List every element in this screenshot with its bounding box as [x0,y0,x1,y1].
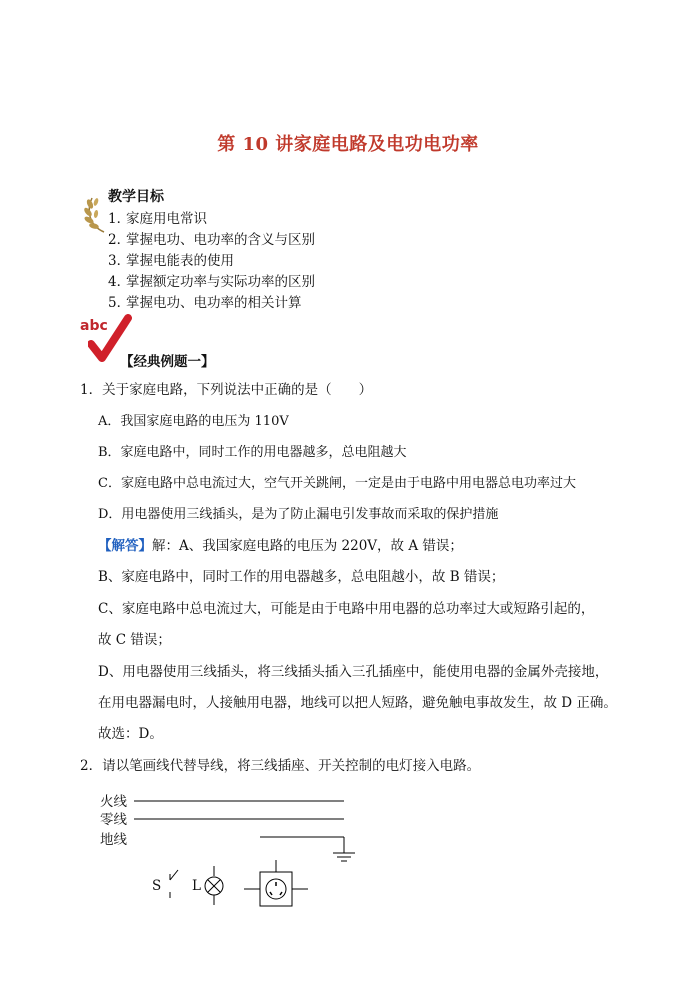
answer-line: D、用电器使用三线插头，将三线插头插入三孔插座中，能使用电器的金属外壳接地， [98,664,609,680]
page-title: 第 10 讲家庭电路及电功电功率 [217,134,479,155]
switch-icon [170,870,178,898]
objective-item: 2．掌握电功、电功率的含义与区别 [108,232,315,248]
socket-icon [244,860,308,906]
answer-line: B、家庭电路中，同时工作的用电器越多，总电阻越小，故 B 错误； [98,569,505,585]
answer-line: 在用电器漏电时，人接触用电器，地线可以把人短路，避免触电事故发生，故 D 正确。 [98,695,617,711]
ground-wire-label: 地线 [100,832,127,848]
question-2-stem: 2．请以笔画线代替导线，将三线插座、开关控制的电灯接入电路。 [80,758,481,774]
objective-item: 5．掌握电功、电功率的相关计算 [108,295,302,311]
switch-label: S [152,878,162,894]
objectives-heading: 教学目标 [108,189,164,205]
live-wire-label: 火线 [100,794,127,810]
answer-line: C、家庭电路中总电流过大，可能是由于电路中用电器的总功率过大或短路引起的， [98,601,595,617]
option-a: A．我国家庭电路的电压为 110V [98,414,289,429]
neutral-wire-label: 零线 [100,812,127,828]
answer-line: 【解答】解：A、我国家庭电路的电压为 220V，故 A 错误； [98,538,463,554]
question-1-stem: 1．关于家庭电路，下列说法中正确的是（ ） [80,382,373,398]
answer-tag: 【解答】 [98,538,152,554]
option-d: D．用电器使用三线插头，是为了防止漏电引发事故而采取的保护措施 [98,507,499,522]
option-b: B．家庭电路中，同时工作的用电器越多，总电阻越大 [98,445,407,460]
objective-item: 1．家庭用电常识 [108,211,207,227]
circuit-diagram [0,780,696,930]
objective-item: 4．掌握额定功率与实际功率的区别 [108,274,315,290]
example-heading: 【经典例题一】 [120,354,215,370]
answer-line: 故选：D。 [98,726,163,742]
lamp-label: L [192,878,201,894]
ground-symbol-icon [333,853,355,861]
abc-badge-text: abc [80,318,108,334]
answer-line: 故 C 错误； [98,632,171,648]
option-c: C．家庭电路中总电流过大，空气开关跳闸，一定是由于电路中用电器总电功率过大 [98,476,576,491]
objective-item: 3．掌握电能表的使用 [108,253,234,269]
lamp-icon [205,866,223,905]
